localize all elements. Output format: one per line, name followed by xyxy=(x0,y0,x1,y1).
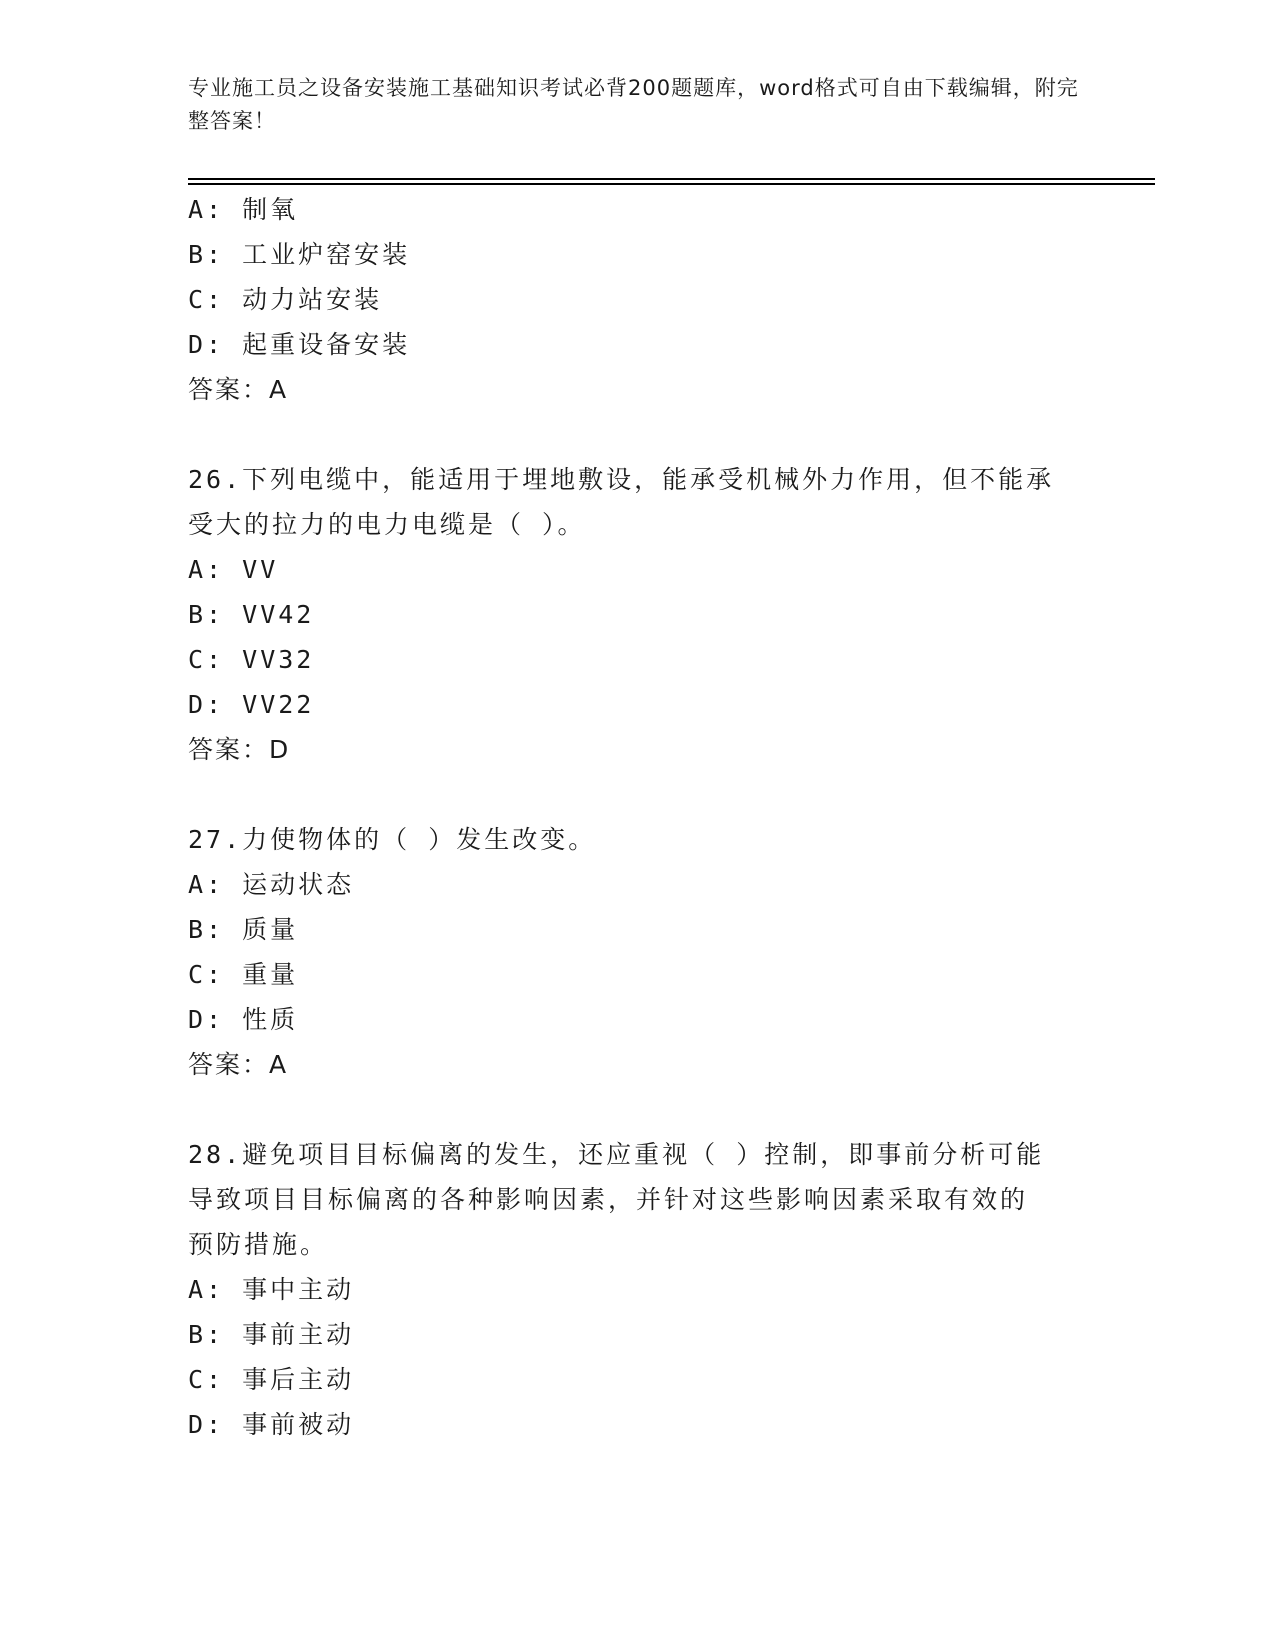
option-a: A: 运动状态 xyxy=(188,870,355,899)
option-a: A: VV xyxy=(188,555,279,584)
option-d: D: 性质 xyxy=(188,1005,299,1034)
option-b: B: 工业炉窑安装 xyxy=(188,240,411,269)
option-a: A: 制氧 xyxy=(188,195,299,224)
document-header: 专业施工员之设备安装施工基础知识考试必背200题题库，word格式可自由下载编辑，附完整答案！ xyxy=(188,76,1079,133)
question-text: 预防措施。 xyxy=(188,1230,329,1259)
answer: 答案：A xyxy=(188,1050,289,1079)
option-a: A: 事中主动 xyxy=(188,1275,355,1304)
question-text: 27.力使物体的（ ）发生改变。 xyxy=(188,825,597,854)
header-rule-bottom xyxy=(188,183,1155,185)
option-d: D: 事前被动 xyxy=(188,1410,355,1439)
question-text: 受大的拉力的电力电缆是（ ）。 xyxy=(188,510,586,539)
option-c: C: VV32 xyxy=(188,645,315,674)
option-b: B: VV42 xyxy=(188,600,315,629)
question-text: 28.避免项目目标偏离的发生，还应重视（ ）控制，即事前分析可能 xyxy=(188,1140,1045,1169)
header-rule-top xyxy=(188,178,1155,180)
option-b: B: 质量 xyxy=(188,915,299,944)
option-b: B: 事前主动 xyxy=(188,1320,355,1349)
option-c: C: 动力站安装 xyxy=(188,285,383,314)
option-c: C: 重量 xyxy=(188,960,299,989)
answer: 答案：A xyxy=(188,375,289,404)
option-d: D: VV22 xyxy=(188,690,315,719)
question-text: 导致项目目标偏离的各种影响因素，并针对这些影响因素采取有效的 xyxy=(188,1185,1029,1214)
answer: 答案：D xyxy=(188,735,291,764)
question-text: 26.下列电缆中，能适用于埋地敷设，能承受机械外力作用，但不能承 xyxy=(188,465,1055,494)
option-c: C: 事后主动 xyxy=(188,1365,355,1394)
option-d: D: 起重设备安装 xyxy=(188,330,411,359)
